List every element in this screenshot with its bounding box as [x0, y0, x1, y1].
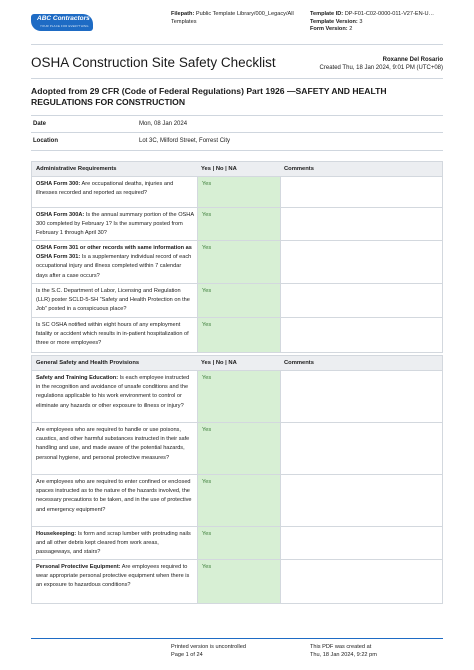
- checklist-row: [32, 208, 442, 241]
- question-text: [36, 244, 194, 281]
- table-header: [32, 162, 442, 177]
- company-logo: [31, 14, 93, 31]
- question-body: Are occupational deaths, injuries and illnesses recorded and reported as required?: [36, 181, 174, 197]
- form-version-label: Form Version:: [310, 26, 348, 33]
- filepath-value: Public Template Library/000_Legacy/All Templates: [171, 11, 294, 25]
- answer-cell[interactable]: [197, 527, 281, 559]
- table-header: [32, 356, 442, 371]
- pdf-created-label: This PDF was created at: [310, 644, 372, 650]
- checklist-row: [32, 560, 442, 603]
- answer-cell[interactable]: [197, 208, 281, 240]
- form-version-line: [310, 26, 450, 34]
- template-id-label: Template ID:: [310, 11, 344, 17]
- location-field: [31, 133, 443, 151]
- checklist-row: [32, 423, 442, 475]
- page-number: Page 1 of 24: [171, 652, 203, 658]
- question-text: [36, 426, 194, 463]
- answer-value: Yes: [202, 427, 212, 433]
- checklist-row: [32, 527, 442, 560]
- answer-cell[interactable]: [197, 423, 281, 474]
- footer-printed-note: [171, 643, 246, 659]
- question-text: [36, 321, 194, 349]
- answer-cell[interactable]: [197, 318, 281, 352]
- question-text: [36, 563, 194, 591]
- answer-cell[interactable]: [197, 475, 281, 526]
- checklist-row: [32, 284, 442, 318]
- location-value: Lot 3C, Milford Street, Forrest City: [139, 138, 231, 144]
- col-comments-header: Comments: [284, 360, 314, 366]
- template-id-line: [310, 11, 450, 19]
- template-id-value: DP-F01-C02-0000-011-V27-EN-U…: [344, 11, 435, 17]
- question-body: Is the S.C. Department of Labor, Licensing and Regulation (LLR) poster SCLD-5-SH “Safety and Health Protection on the Job” posted in a conspicuous place?: [36, 288, 190, 313]
- answer-value: Yes: [202, 564, 212, 570]
- pdf-created-timestamp: Thu, 18 Jan 2024, 9:22 pm: [310, 652, 377, 658]
- general-provisions-table: [31, 355, 443, 604]
- col-question-header: Administrative Requirements: [36, 166, 117, 172]
- answer-value: Yes: [202, 245, 212, 251]
- template-version-label: Template Version:: [310, 18, 358, 25]
- question-bold: OSHA Form 301 or other records with same information as OSHA Form 301:: [36, 245, 192, 261]
- question-body: Is the annual summary portion of the OSHA 300 completed by February 1? Is the summary posted from February 1 through April 30?: [36, 212, 194, 237]
- answer-cell[interactable]: [197, 284, 281, 317]
- template-version-value: 3: [359, 18, 363, 25]
- answer-value: Yes: [202, 479, 212, 485]
- question-bold: OSHA Form 300A:: [36, 212, 85, 218]
- question-body: Is a supplementary individual record of each occupational injury and illness completed within 7 calendar days after a case occurs?: [36, 254, 192, 279]
- question-bold: Safety and Training Education:: [36, 375, 119, 381]
- answer-value: Yes: [202, 322, 212, 328]
- filepath-block: [171, 11, 299, 26]
- question-bold: OSHA Form 300:: [36, 181, 81, 187]
- answer-value: Yes: [202, 212, 212, 218]
- checklist-row: [32, 318, 442, 352]
- answer-value: Yes: [202, 375, 212, 381]
- location-label: Location: [33, 138, 58, 144]
- question-body: Is form and scrap lumber with protruding nails and all other debris kept cleared from work areas, passageways, and stairs?: [36, 531, 191, 556]
- author-name: Roxanne Del Rosario: [382, 57, 443, 63]
- col-comments-header: Comments: [284, 166, 314, 172]
- filepath-label: Filepath:: [171, 11, 195, 17]
- printed-uncontrolled: Printed version is uncontrolled: [171, 644, 246, 650]
- document-header: [0, 0, 474, 44]
- date-label: Date: [33, 121, 47, 127]
- logo-tagline: YOUR PLACE FOR EVERYTHING: [40, 24, 89, 28]
- created-timestamp: Created Thu, 18 Jan 2024, 9:01 PM (UTC+08): [319, 65, 443, 71]
- template-info-block: [310, 11, 450, 34]
- answer-value: Yes: [202, 531, 212, 537]
- author-block: [320, 56, 443, 72]
- checklist-row: [32, 177, 442, 208]
- admin-requirements-table: [31, 161, 443, 353]
- question-bold: Personal Protective Equipment:: [36, 564, 121, 570]
- answer-cell[interactable]: [197, 560, 281, 603]
- checklist-row: [32, 475, 442, 527]
- title-divider: [31, 78, 443, 79]
- col-question-header: General Safety and Health Provisions: [36, 360, 140, 366]
- header-divider: [31, 44, 443, 45]
- col-answer-header: Yes | No | NA: [201, 360, 237, 366]
- question-bold: Housekeeping:: [36, 531, 77, 537]
- answer-cell[interactable]: [197, 241, 281, 283]
- question-body: Are employees who are required to handle or use poisons, caustics, and other harmful substances instructed in their safe handling and use, and made aware of the potential hazards, personal hygiene, and personal protective measures?: [36, 427, 190, 461]
- question-text: [36, 180, 194, 198]
- answer-value: Yes: [202, 181, 212, 187]
- question-text: [36, 211, 194, 239]
- question-text: [36, 478, 194, 515]
- col-answer-header: Yes | No | NA: [201, 166, 237, 172]
- footer-created-note: [310, 643, 377, 659]
- question-text: [36, 530, 194, 558]
- form-version-value: 2: [349, 26, 353, 33]
- logo-name: ABC Contractors: [37, 15, 90, 22]
- date-value: Mon, 08 Jan 2024: [139, 121, 188, 127]
- fields-bottom-divider: [31, 150, 443, 151]
- question-body: Is SC OSHA notified within eight hours of any employment fatality or accident which results in in-patient hospitalization of three or more employees?: [36, 322, 189, 347]
- question-text: [36, 287, 194, 315]
- question-body: Is each employee instructed in the recognition and avoidance of unsafe conditions and the regulations applicable to his work environment to control or eliminate any hazards or other exposure to illness or injury?: [36, 375, 190, 409]
- checklist-row: [32, 371, 442, 423]
- question-body: Are employees required to wear appropriate personal protective equipment when there is an exposure to hazardous conditions?: [36, 564, 190, 589]
- answer-cell[interactable]: [197, 177, 281, 207]
- question-body: Are employees who are required to enter confined or enclosed spaces instructed as to the nature of the hazards involved, the necessary precautions to be taken, and in the use of protective and emergency equipment?: [36, 479, 192, 513]
- checklist-row: [32, 241, 442, 284]
- document-subtitle: Adopted from 29 CFR (Code of Federal Regulations) Part 1926 —SAFETY AND HEALTH REGULATIONS FOR CONSTRUCTION: [31, 86, 387, 107]
- footer-divider: [31, 638, 443, 639]
- answer-cell[interactable]: [197, 371, 281, 422]
- template-version-line: [310, 19, 450, 27]
- answer-value: Yes: [202, 288, 212, 294]
- document-title: OSHA Construction Site Safety Checklist: [31, 55, 276, 70]
- question-text: [36, 374, 194, 411]
